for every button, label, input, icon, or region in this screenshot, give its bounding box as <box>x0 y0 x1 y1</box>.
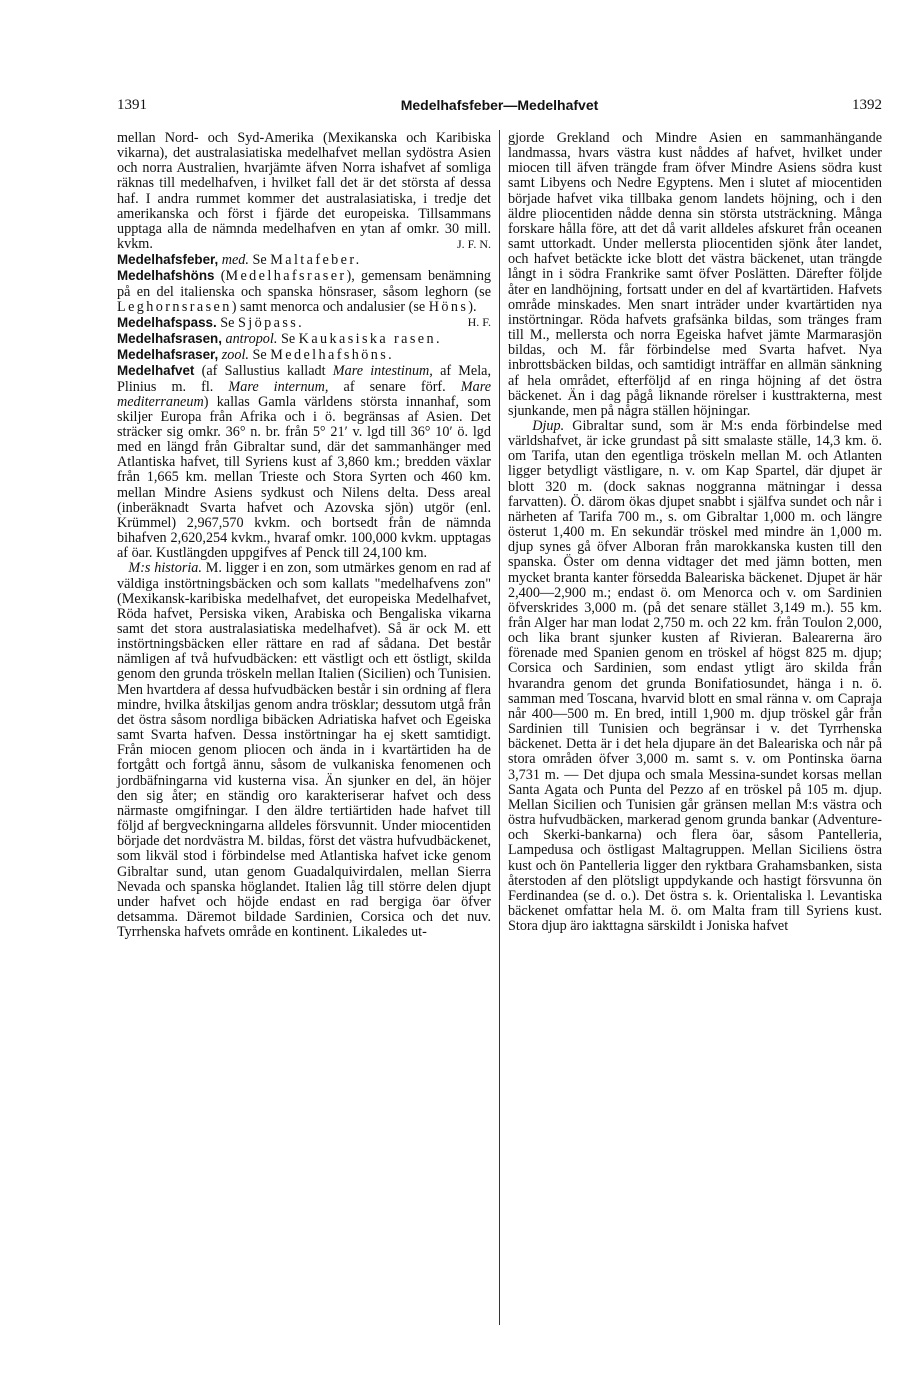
latin-name: Mare internum, <box>228 378 329 395</box>
entry-keyword: Medelhafshöns <box>117 268 215 284</box>
see-text: Se <box>252 252 267 269</box>
entry-text: ) kallas Gamla världens största innanhaf, som skiljer Europa från Afrika och i ö. begränsas af Asien. Det sträcker sig omkr. 36° n. br. från 5° 21′ v. lgd till 36° 10′ ö. lgd med en längd från Gibraltar sund, där det sammanhänger med Atlantiska hafvet, till Syriens kust af 3,860 km.; bredden växlar från 1,665 km. mellan Trieste och Stora Syrten och 460 km. mellan Mindre Asiens sydkust och Nilens delta. Dess areal (inberäknadt Svarta hafvet och Azovska sjön) utgör (enl. Krümmel) 2,967,570 kvkm. och bortsedt från de nämnda bihafven 2,620,254 kvkm., hvaraf omkr. 100,000 kvkm. upptagas af öar. Kustlängden uppgifves af Penck till 24,100 km. <box>117 393 491 562</box>
cross-reference: Kaukasiska rasen. <box>298 331 442 348</box>
paragraph-text: mellan Nord- och Syd-Amerika (Mexikanska och Karibiska vikarna), det australasiatiska medelhafvet mellan sydöstra Asien och norra Australien, hvarjämte äfven Norra ishafvet af somliga räknas till medelhafven, i hvilket fall det är det största af dessa haf. I andra rummet kommer det australasiatiska, i tredje det amerikanska och först i fjärde det europeiska. Tillsammans upptaga alla de nämnda medelhafven en ytan af omkr. 30 mill. kvkm. <box>117 130 491 253</box>
entry-medelhafspass <box>117 315 491 331</box>
cross-reference: Leghornsrasen <box>117 298 232 315</box>
paragraph-continuation <box>117 131 491 252</box>
entry-keyword: Medelhafsrasen, <box>117 331 222 347</box>
paragraph-text: gjorde Grekland och Mindre Asien en sammanhängande landmassa, hvars västra kust nåddes af hafvet, hvilket under miocen till äfven trängde fram öfver Mindre Asiens södra kust samt Libyens och Nedre Egyptens. Men i slutet af miocentiden började hafvet vika tillbaka genom landets höjning, och i den äldre pliocentiden nådde denna sin största utsträckning. Många forskare hålla före, att det då varit alldeles afskuret från oceanen samt uttorkadt. Under mellersta pliocentiden sjönk åter landet, och hafvet betäckte icke blott det västra bäckenet, utan trängde långt in i södra Frankrike samt öfver Poslätten. Därefter följde åter en landhöjning, fortsatt under en del af kvartärtiden. Hafvets område minskades. Men snart inträder under kvartärtiden nya instörtningar. Röda hafvets grafsänka bildas, som tränges fram till M., mellersta och norra Egeiska hafvet jämte Marmarasjön bildas, och M. får förbindelse med Svarta hafvet. Nya inbrottsbäcken bildas, och samtidigt inträffar en allmän sänkning af hela området, efterföljd af en ringa höjning af det östra bäckenet. Än i dag pågå liknande rörelser i kusttrakterna, mest sjunkande, men på några ställen höjningar. <box>508 130 882 419</box>
entry-keyword: Medelhafsfeber, <box>117 252 219 268</box>
author-signature: H. F. <box>467 314 491 329</box>
entry-medelhafsrasen <box>117 331 491 347</box>
cross-reference: Maltafeber. <box>270 252 362 269</box>
entry-tag: zool. <box>221 347 249 364</box>
column-divider <box>499 130 500 1325</box>
see-text: Se <box>280 331 296 348</box>
entry-medelhafvet <box>117 363 491 561</box>
entry-text: af senare förf. <box>343 378 446 395</box>
section-label: Djup. <box>532 417 565 434</box>
page-number-right: 1392 <box>852 97 882 113</box>
entry-text: ). <box>468 298 477 315</box>
entry-text: (af Sallustius kalladt <box>201 363 326 380</box>
entry-medelhafsfeber <box>117 252 491 268</box>
paragraph-historia <box>117 561 491 940</box>
latin-name: Mare mediterraneum <box>117 378 491 410</box>
entry-keyword: Medelhafvet <box>117 363 195 379</box>
cross-reference: Höns <box>428 298 469 315</box>
entry-text: ) samt menorca och andalusier (se <box>231 298 426 315</box>
paragraph-continuation <box>508 131 882 419</box>
cross-reference: Sjöpass. <box>238 314 305 331</box>
page-number-left: 1391 <box>117 97 147 113</box>
entry-tag: antropol. <box>225 331 278 348</box>
see-text: Se <box>252 347 267 364</box>
paragraph-text: M. ligger i en zon, som utmärkes genom en rad af väldiga instörtningsbäcken och som kallats "medelhafvens zon" (Mexikansk-karibiska medelhafvet, det europeiska Medelhafvet, Röda hafvet, Persiska viken, Arabiska och Bengaliska vikarna samt det stora australasiatiska medelhafvet). Så är ock M. ett instörtningsbäcken eller rättare en rad af sådana. Det består nämligen af två hufvudbäcken: ett västligt och ett östligt, skilda genom den grunda tröskeln mellan Italien (Sicilien) och Tunisien. Men hvartdera af dessa hufvudbäcken består i sin ordning af flera mindre, hvilka åtskiljas genom andra trösklar; dessutom utgå från det östra såsom nordliga bibäcken Adriatiska hafvet och Egeiska samt Svarta hafven. Dessa instörtningar ha ej skett samtidigt. Från miocen genom pliocen och ända in i kvartärtiden ha de fortgått och fortgå ännu, såsom de vulkaniska fenomenen och jordbäfningarna vid kusterna visa. Än sjunker en del, än höjer den sig åter; en ständig oro karakteriserar hafvet och dess närmaste omgifningar. I den äldre tertiärtiden hade hafvet till följd af bergveckningarna alldeles försvunnit. Under miocentiden började det nordvästra M. bildas, först det västra hufvudbäckenet, som likväl stod i förbindelse med Atlantiska hafvet icke genom Gibraltar sund, utan genom Guadalquivirdalen, mellan Sierra Nevada och spanska höglandet. Italien låg till större delen djupt under hafvet och höjde endast en rad bergiga öar öfver detsamma. Däremot bildade Sardinien, Corsica och det nuv. Tyrrhenska hafvets område en kontinent. Likaledes ut- <box>117 560 492 941</box>
latin-name: Mare intestinum, <box>332 363 433 380</box>
cross-reference: Medelhafshöns. <box>270 347 395 364</box>
entry-keyword: Medelhafspass. <box>117 314 217 330</box>
running-title: Medelhafsfeber—Medelhafvet <box>400 97 599 113</box>
cross-reference: Medelhafsraser <box>225 268 347 285</box>
entry-keyword: Medelhafsraser, <box>117 347 219 363</box>
paragraph-text: Gibraltar sund, som är M:s enda förbindelse med världshafvet, är icke grundast på sitt smalaste ställe, 14,3 km. ö. om Tarifa, utan den egentliga tröskeln mellan M. och Atlanten ligger betydligt västligare, n. v. om Kap Spartel, där djupet är blott 320 m. (dock saknas noggranna mätningar i dessa farvatten). Ö. därom ökas djupet snabbt i själfva sundet och når i närheten af Tarifa 700 m., s. om Gibraltar 1,000 m. och längre österut 1,400 m. En sekundär tröskel med mindre än 1,000 m. djup synes gå öfver Alboran från marokkanska kusten till den spanska. Öster om denna vidtager det med jämn botten, men mycket branta kanter försedda Baleariska bäckenet. Djupet är här 2,400—2,900 m.; endast ö. om Menorca och v. om Sardinien öfverskrides 3,000 m. (på det senare stället 3,149 m.). 55 km. från Alger har man lodat 2,750 m. och 22 km. från Toulon 2,000, och lika brant sjunker kusten af Rivieran. Balearerna äro förenade med Spanien genom en tröskel af högst 825 m. djup; Corsica och Sardinien, som endast ytligt äro skilda från hvarandra genom det grunda Bonifatiosundet, hänga i n. ö. samman med Toscana, hvarvid blott en smal ränna v. om Capraja når 400—500 m. En bred, intill 1,900 m. djup tröskel går från Sardinien till Tunisien och begränsar i v. det Tyrrhenska bäckenet. Detta är i det hela djupare än det Baleariska och når på stora områden öfver 3,000 m. samt s. v. om Pontinska öarna 3,731 m. — Det djupa och smala Messina-sundet korsas mellan Santa Agata och Punta del Pezzo af en tröskel på 105 m. djup. Mellan Sicilien och Tunisien går gränsen mellan M:s västra och östra hufvudbäcken, markerad genom grunda bankar (Adventure- och Skerki-bankarna) och flera öar, såsom Pantelleria, Lampedusa och östligast Maltagruppen. Mellan Siciliens östra kust och ön Pantelleria ligger den ryktbara Grahamsbanken, sista återstoden af den plötsligt uppdykande och hastigt försvunna ön Ferdinandea (se d. o.). Det östra s. k. Orientaliska l. Levantiska bäckenet omfattar hela M. ö. om Malta fram till Syriens kust. Stora djup äro iakttagna särskildt i Joniska hafvet <box>508 417 883 935</box>
see-text: Se <box>220 314 235 331</box>
right-column <box>508 131 882 934</box>
page-header <box>117 97 882 119</box>
entry-tag: med. <box>221 252 249 269</box>
entry-text: ( <box>220 268 226 285</box>
entry-text: ), gemensam benämning på en del italienska och spanska hönsraser, såsom leghorn (se <box>117 268 492 300</box>
entry-text: af Mela, Plinius m. fl. <box>117 363 492 395</box>
section-label: M:s historia. <box>128 560 202 577</box>
author-signature: J. F. N. <box>456 237 491 252</box>
left-column <box>117 131 491 940</box>
paragraph-djup <box>508 419 882 934</box>
entry-medelhafsraser <box>117 347 491 363</box>
